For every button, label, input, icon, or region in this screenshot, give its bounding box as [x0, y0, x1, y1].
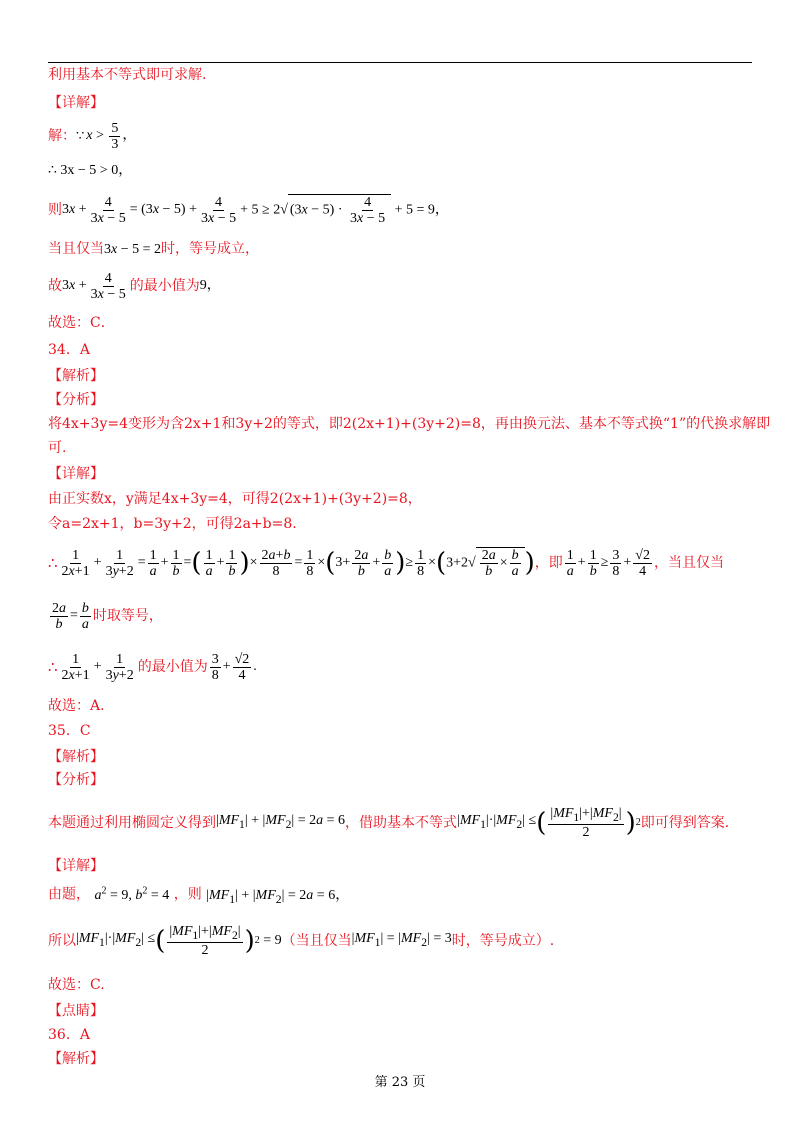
detail-34-line1: 由正实数x，y满足4x+3y=4，可得2(2x+1)+(3y+2)=8，	[48, 491, 422, 507]
heading-analysis-34: 【解析】	[48, 368, 104, 384]
heading-analysis-35: 【解析】	[48, 749, 104, 765]
header-rule	[48, 62, 752, 63]
question-35: 35．C	[48, 723, 91, 739]
detail-34-minimum: ∴ $\frac{1}{2x+1}$ + $\frac{1}{3y+2}$ 的最小值为 $\frac{3}{8}$ + $\frac{√2}{4}$ .	[48, 651, 257, 683]
equality-condition: 当且仅当3x − 5 = 2时，等号成立，	[48, 241, 260, 257]
detail-35-line1: 由题， $a^2 = 9$, $b^2 = 4$ ，则 $|MF_1| + |MF_2| = 2a = 6$，	[48, 885, 350, 906]
detail-34-equality: $\frac{2a}{b}$ = $\frac{b}{a}$ 时取等号，	[52, 600, 163, 632]
heading-fenxi-34: 【分析】	[48, 392, 104, 408]
question-36: 36．A	[48, 1027, 90, 1043]
detail-34-line2: 令a=2x+1，b=3y+2，可得2a+b=8.	[48, 516, 297, 532]
minimum-line: 故 3x + $\frac{4}{3x - 5}$ 的最小值为 9 ，	[48, 270, 221, 302]
heading-detail-34: 【详解】	[48, 466, 104, 482]
solution-prefix: 解：	[48, 128, 76, 144]
heading-dianjing: 【点睛】	[48, 1003, 104, 1019]
heading-fenxi-35: 【分析】	[48, 772, 104, 788]
answer-choose-c: 故选：C．	[48, 315, 115, 331]
main-inequality: 则 3x + $\frac{4}{3x - 5}$ = (3x − 5) + $\frac{4}{3x - 5}$ + 5 ≥ 2√ (3x − 5) · $\frac{4}{3x - 5}$ + 5 = 9，	[48, 194, 449, 226]
question-34: 34．A	[48, 342, 90, 358]
fenxi-35-text: 本题通过利用椭圆定义得到 $|MF_1| + |MF_2| = 2a = 6$ ，借助基本不等式 $|MF_1|\cdot|MF_2|$ ≤ ( $\frac{|MF_1|+|MF_2|}{2}$ ) 2 即可得到答案.	[48, 805, 730, 841]
therefore-line: ∴ 3x − 5 > 0，	[48, 163, 133, 178]
answer-choose-a: 故选：A.	[48, 698, 105, 714]
page-footer: 第 23 页	[374, 1075, 426, 1090]
answer-choose-c-2: 故选：C.	[48, 977, 105, 993]
solution-given: 解： ∵ x > $\frac{5}{3}$ ，	[48, 120, 137, 152]
detail-35-line2: 所以 $|MF_1|\cdot|MF_2|$ ≤ ( $\frac{|MF_1|+|MF_2|}{2}$ ) 2 = 9 （当且仅当 $|MF_1| = |MF_2| = 3$ 时，等号成立）.	[48, 923, 555, 959]
intro-text: 利用基本不等式即可求解.	[48, 67, 207, 83]
heading-analysis-36: 【解析】	[48, 1051, 104, 1067]
fenxi-34-line2: 可.	[48, 440, 67, 456]
heading-detail-35: 【详解】	[48, 858, 104, 874]
fenxi-34-line1: 将4x+3y=4变形为含2x+1和3y+2的等式，即2(2x+1)+(3y+2)=8，再由换元法、基本不等式换“1”的代换求解即	[48, 416, 771, 432]
heading-detail: 【详解】	[48, 95, 104, 111]
detail-34-inequality: ∴ $\frac{1}{2x+1}$ + $\frac{1}{3y+2}$ = $\frac{1}{a}$ + $\frac{1}{b}$ = ( $\frac{1}{a}$ + $\frac{1}{b}$ ) × $\frac{2a+b}{8}$ = $\frac{1}{8}$ × ( 3+ $\frac{2a}{b}$ + $\frac{b}{a}$ ) ≥ $\frac{1}{8}$ × ( 3+2√ $\frac{2a}{b}$ × $\frac{b}{a}$ ) ，即 $\frac{1}{a}$ + $\frac{1}{b}$ ≥ $\frac{3}{8}$ + $\frac{√2}{4}$ ，当且仅当	[48, 547, 724, 579]
